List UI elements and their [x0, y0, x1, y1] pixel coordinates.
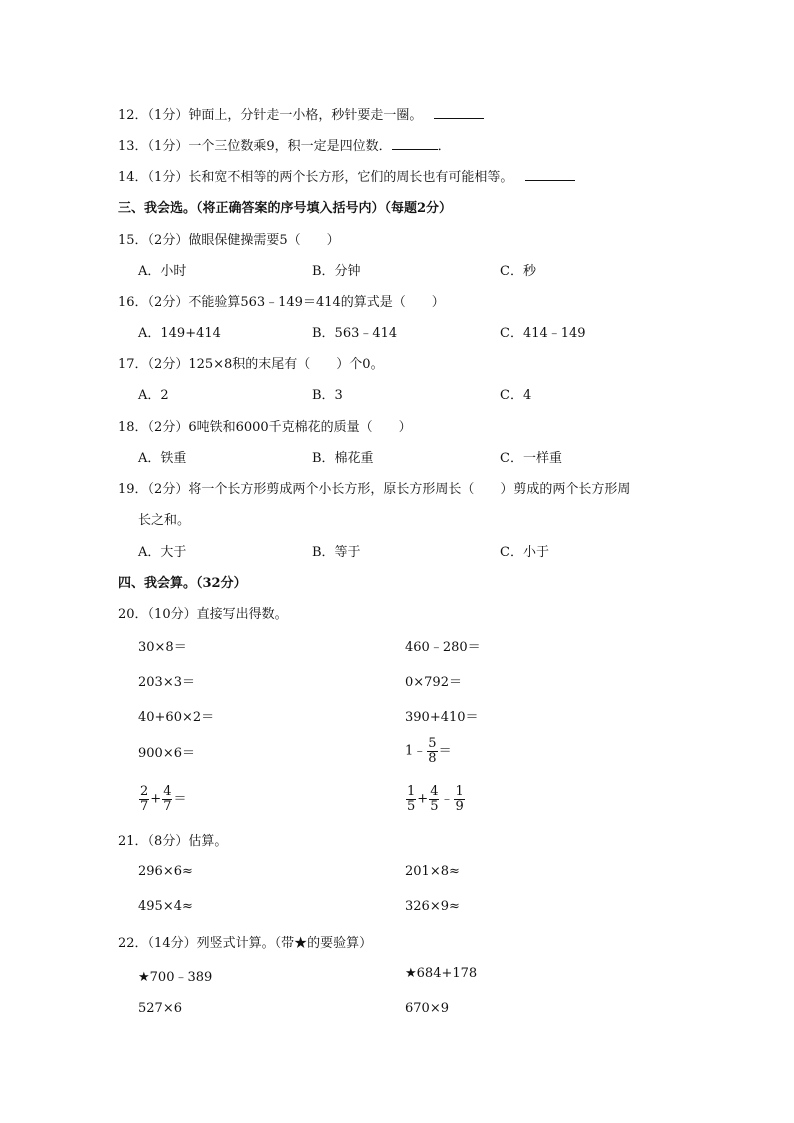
question-14: [118, 166, 575, 185]
calc-item: 670×9: [405, 1001, 449, 1016]
question-number: 16．: [118, 295, 148, 310]
question-score: （2分）: [147, 233, 189, 248]
question-score: （14分）: [147, 936, 197, 951]
question-score: （8分）: [147, 834, 189, 849]
equals: ＝: [173, 791, 187, 807]
answer-blank[interactable]: [434, 106, 484, 119]
question-tail: ．: [437, 139, 451, 154]
calc-item: 40+60×2＝: [138, 710, 215, 725]
question-text: 不能验算563﹣149＝414的算式是（ ）: [188, 295, 445, 310]
fraction: [427, 737, 437, 765]
fraction: [139, 785, 149, 813]
calc-item-fraction: [405, 737, 452, 765]
answer-blank[interactable]: [525, 168, 575, 181]
denominator: 5: [407, 798, 416, 814]
numerator: 1: [407, 784, 416, 799]
question-number: 12．: [118, 108, 148, 123]
question-12: [118, 104, 484, 123]
option-b[interactable]: B．563﹣414: [312, 326, 398, 341]
question-number: 22．: [118, 936, 148, 951]
option-c[interactable]: C．414﹣149: [500, 326, 586, 341]
calc-item: ★684+178: [405, 966, 478, 981]
question-number: 18．: [118, 420, 148, 435]
section-title: 四、我会算。（32分）: [118, 576, 247, 591]
calc-item-fraction: [405, 785, 466, 813]
operator: +: [417, 791, 429, 807]
calc-item: ★700﹣389: [138, 970, 213, 985]
question-number: 19．: [118, 482, 148, 497]
numerator: 2: [140, 784, 149, 799]
question-score: （2分）: [147, 357, 189, 372]
question-22: [118, 932, 372, 951]
question-text: 钟面上，分针走一小格，秒针要走一圈。: [188, 108, 423, 123]
calc-item: 527×6: [138, 1001, 182, 1016]
option-a[interactable]: A．铁重: [138, 451, 187, 466]
question-number: 15．: [118, 233, 148, 248]
question-score: （2分）: [147, 295, 189, 310]
calc-item: 201×8≈: [405, 864, 460, 879]
numerator: 1: [455, 784, 464, 799]
calc-item: 495×4≈: [138, 899, 193, 914]
denominator: 5: [430, 798, 439, 814]
question-16: [118, 291, 445, 310]
numerator: 4: [430, 784, 439, 799]
option-a[interactable]: A．149+414: [138, 326, 221, 341]
question-score: （1分）: [147, 108, 189, 123]
numerator: 4: [163, 784, 172, 799]
calc-item-fraction: [138, 785, 186, 813]
calc-item: 460﹣280＝: [405, 640, 481, 655]
question-number: 20．: [118, 607, 148, 622]
calc-item: 296×6≈: [138, 864, 193, 879]
calc-item: 0×792＝: [405, 675, 462, 690]
question-text: 6吨铁和6000千克棉花的质量（ ）: [188, 420, 412, 435]
question-20: [118, 603, 288, 622]
question-text: 长和宽不相等的两个长方形，它们的周长也有可能相等。: [188, 170, 514, 185]
question-number: 17．: [118, 357, 148, 372]
question-text: 125×8积的末尾有（ ）个0。: [188, 357, 384, 372]
question-text: 一个三位数乘9，积一定是四位数．: [188, 139, 392, 154]
calc-item: 203×3＝: [138, 675, 195, 690]
operand: 1﹣: [405, 743, 427, 759]
question-18: [118, 416, 412, 435]
question-text: 估算。: [188, 834, 228, 849]
question-text: 做眼保健操需要5（ ）: [188, 233, 340, 248]
option-b[interactable]: B．棉花重: [312, 451, 374, 466]
option-c[interactable]: C．4: [500, 388, 532, 403]
question-15: [118, 229, 340, 248]
calc-item: 390+410＝: [405, 710, 479, 725]
question-number: 14．: [118, 170, 148, 185]
answer-blank[interactable]: [392, 137, 438, 150]
question-score: （2分）: [147, 482, 189, 497]
question-13: [118, 135, 451, 154]
section-title: 三、我会选。（将正确答案的序号填入括号内）（每题2分）: [118, 201, 453, 216]
numerator: 5: [428, 736, 437, 751]
option-a[interactable]: A．2: [138, 388, 169, 403]
question-score: （10分）: [147, 607, 197, 622]
denominator: 7: [163, 798, 172, 814]
option-c[interactable]: C．小于: [500, 545, 549, 560]
calc-item: 30×8＝: [138, 640, 187, 655]
question-score: （1分）: [147, 139, 189, 154]
option-b[interactable]: B．分钟: [312, 264, 361, 279]
question-number: 13．: [118, 139, 148, 154]
question-score: （1分）: [147, 170, 189, 185]
option-c[interactable]: C．秒: [500, 264, 536, 279]
denominator: 7: [140, 798, 149, 814]
question-19: [118, 478, 630, 497]
operator: +: [150, 791, 162, 807]
equals: ＝: [438, 743, 452, 759]
denominator: 8: [428, 750, 437, 766]
option-b[interactable]: B．3: [312, 388, 343, 403]
operator: ﹣: [440, 791, 454, 807]
fraction: [162, 785, 172, 813]
fraction: [454, 785, 464, 813]
option-a[interactable]: A．小时: [138, 264, 187, 279]
question-17: [118, 353, 384, 372]
question-score: （2分）: [147, 420, 189, 435]
question-text: 直接写出得数。: [196, 607, 288, 622]
question-number: 21．: [118, 834, 148, 849]
denominator: 9: [455, 798, 464, 814]
fraction: [406, 785, 416, 813]
question-text: 将一个长方形剪成两个小长方形，原长方形周长（ ）剪成的两个长方形周: [188, 482, 631, 497]
calc-item: 326×9≈: [405, 899, 460, 914]
question-21: [118, 830, 227, 849]
option-b[interactable]: B．等于: [312, 545, 361, 560]
question-text-continued: 长之和。: [138, 513, 191, 528]
question-text: 列竖式计算。（带★的要验算）: [196, 936, 373, 951]
option-c[interactable]: C．一样重: [500, 451, 562, 466]
option-a[interactable]: A．大于: [138, 545, 187, 560]
fraction: [429, 785, 439, 813]
calc-item: 900×6＝: [138, 746, 195, 761]
